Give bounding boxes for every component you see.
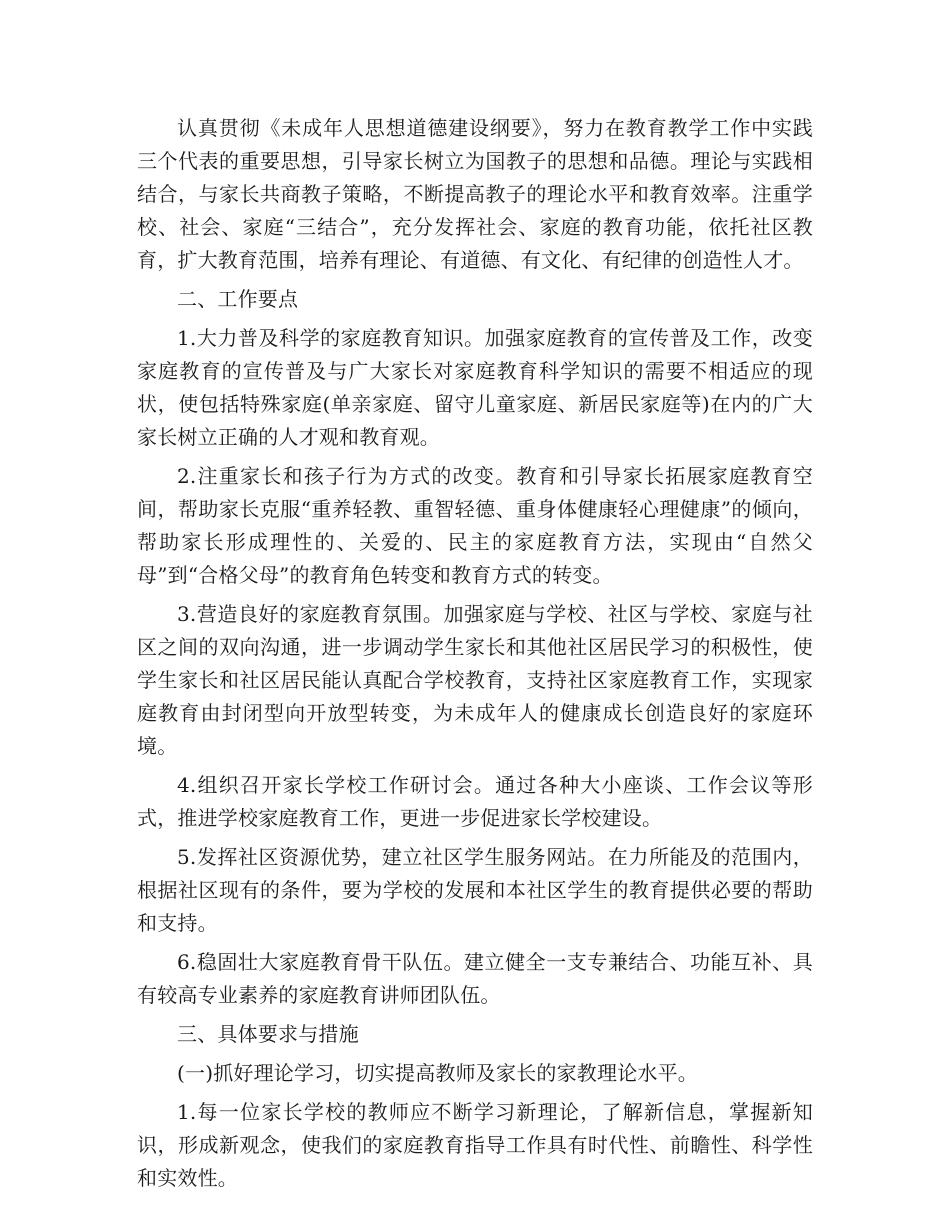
document-page — [137, 112, 813, 1201]
work-point-2: 2.注重家长和孩子行为方式的改变。教育和引导家长拓展家庭教育空间，帮助家长克服“重养轻教、重智轻德、重身体健康轻心理健康”的倾向，帮助家长形成理性的、关爱的、民主的家庭教育方法，实现由“自然父母”到“合格父母”的教育角色转变和教育方式的转变。 — [137, 464, 813, 587]
work-point-3: 3.营造良好的家庭教育氛围。加强家庭与学校、社区与学校、家庭与社区之间的双向沟通，进一步调动学生家长和其他社区居民学习的积极性，使学生家长和社区居民能认真配合学校教育，支持社区家庭教育工作，实现家庭教育由封闭型向开放型转变，为未成年人的健康成长创造良好的家庭环境。 — [137, 602, 813, 758]
work-point-5: 5.发挥社区资源优势，建立社区学生服务网站。在力所能及的范围内，根据社区现有的条件，要为学校的发展和本社区学生的教育提供必要的帮助和支持。 — [137, 845, 813, 935]
work-point-6: 6.稳固壮大家庭教育骨干队伍。建立健全一支专兼结合、功能互补、具有较高专业素养的家庭教育讲师团队伍。 — [137, 950, 813, 1007]
subsection-heading-theory: (一)抓好理论学习，切实提高教师及家长的家教理论水平。 — [177, 1061, 699, 1085]
requirement-point-1: 1.每一位家长学校的教师应不断学习新理论，了解新信息，掌握新知识，形成新观念，使我们的家庭教育指导工作具有时代性、前瞻性、科学性和实效性。 — [137, 1100, 813, 1190]
section-heading-requirements: 三、具体要求与措施 — [177, 1022, 359, 1046]
work-point-4: 4.组织召开家长学校工作研讨会。通过各种大小座谈、工作会议等形式，推进学校家庭教育工作，更进一步促进家长学校建设。 — [137, 773, 813, 830]
work-point-1: 1.大力普及科学的家庭教育知识。加强家庭教育的宣传普及工作，改变家庭教育的宣传普及与广大家长对家庭教育科学知识的需要不相适应的现状，使包括特殊家庭(单亲家庭、留守儿童家庭、新居民家庭等)在内的广大家长树立正确的人才观和教育观。 — [137, 326, 813, 449]
intro-paragraph: 认真贯彻《未成年人思想道德建设纲要》，努力在教育教学工作中实践三个代表的重要思想，引导家长树立为国教子的思想和品德。理论与实践相结合，与家长共商教子策略，不断提高教子的理论水平和教育效率。注重学校、社会、家庭“三结合”，充分发挥社会、家庭的教育功能，依托社区教育，扩大教育范围，培养有理论、有道德、有文化、有纪律的创造性人才。 — [137, 116, 813, 272]
section-heading-work-points: 二、工作要点 — [177, 287, 299, 311]
